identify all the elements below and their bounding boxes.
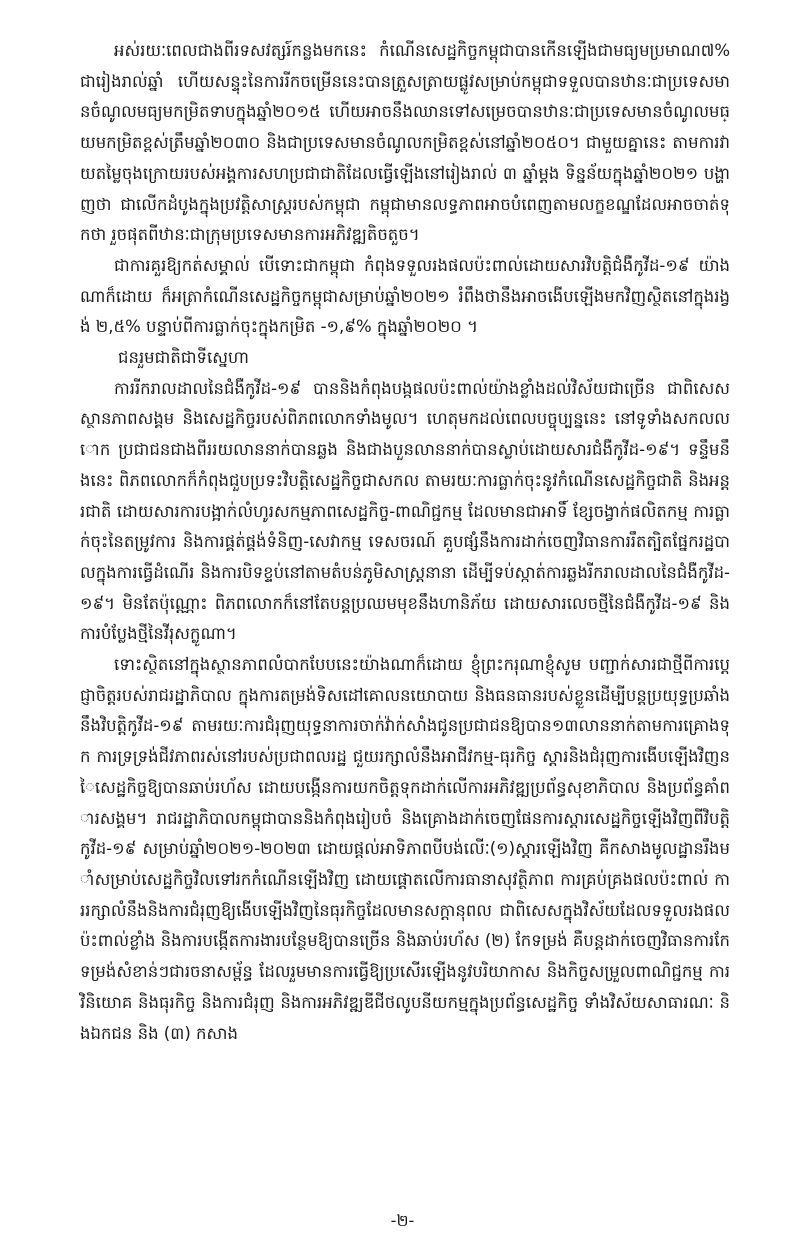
paragraph-economic-growth: អស់រយៈពេលជាងពីរទសវត្សរ៍កន្លងមកនេះ កំណើនសេដ្ឋកិច្ចកម្ពុជាបានកើនឡើងជាមធ្យមប្រមាណ៧% ជារៀងរាល់ឆ្នាំ ហើយសន្ទុះនៃការរីកចម្រើននេះបានត្រួសត្រាយផ្លូវសម្រាប់កម្ពុជាទទួលបានឋានៈជាប្រទេសមានចំណូលមធ្យមកម្រិតទាបក្នុងឆ្នាំ២០១៥ ហើយអាចនឹងឈានទៅសម្រេចបានឋានៈជាប្រទេសមានចំណូលមធ្យមកម្រិតខ្ពស់ត្រឹមឆ្នាំ២០៣០ និងជាប្រទេសមានចំណូលកម្រិតខ្ពស់នៅឆ្នាំ២០៥០។ ជាមួយគ្នានេះ តាមការវាយតម្លៃចុងក្រោយរបស់អង្គការសហប្រជាជាតិដែលធ្វើឡើងនៅរៀងរាល់ ៣ ឆ្នាំម្តង ទិន្នន័យក្នុងឆ្នាំ២០២១ បង្ហាញថា ជាលើកដំបូងក្នុងប្រវត្តិសាស្ត្ររបស់កម្ពុជា កម្ពុជាមានលទ្ធភាពអាចបំពេញតាមលក្ខខណ្ឌដែលអាចចាត់ទុកថា រួចផុតពីឋានៈជាក្រុមប្រទេសមានការអភិវឌ្ឍតិចតួច។ bbox=[80, 41, 730, 245]
paragraph-pandemic-global: ការរីករាលដាលនៃជំងឺកូវីដ-១៩ បាននិងកំពុងបង្កផលប៉ះពាល់យ៉ាងខ្លាំងដល់វិស័យជាច្រើន ជាពិសេសស្ថានភាពសង្គម និងសេដ្ឋកិច្ចរបស់ពិភពលោកទាំងមូល។ ហេតុមកដល់ពេលបច្ចុប្បន្ននេះ នៅទូទាំងសកលលោក ប្រជាជនជាងពីររយលាននាក់បានឆ្លង និងជាងបួនលាននាក់បានស្លាប់ដោយសារជំងឺកូវីដ-១៩។ ទន្ទឹមនឹងនេះ ពិភពលោកក៏កំពុងជួបប្រទះវិបត្តិសេដ្ឋកិច្ចជាសកល តាមរយៈការធ្លាក់ចុះនូវកំណើនសេដ្ឋកិច្ចជាតិ និងអន្តរជាតិ ដោយសារការបង្អាក់លំហូរសកម្មភាពសេដ្ឋកិច្ច-ពាណិជ្ជកម្ម ដែលមានជាអាទិ៍ ខ្សែចង្វាក់ផលិតកម្ម ការធ្លាក់ចុះនៃតម្រូវការ និងការផ្គត់ផ្គង់ទំនិញ-សេវាកម្ម ទេសចរណ៍ គួបផ្សំនឹងការដាក់ចេញវិធានការរឹតត្បិតផ្នែករដ្ឋបាលក្នុងការធ្វើដំណើរ និងការបិទខ្ទប់នៅតាមតំបន់ភូមិសាស្ត្រនានា ដើម្បីទប់ស្កាត់ការឆ្លងរីករាលដាលនៃជំងឺកូវីដ-១៩។ មិនតែប៉ុណ្ណោះ ពិភពលោកក៏នៅតែបន្តប្រឈមមុខនឹងហានិភ័យ ដោយសារលេចថ្មីនៃជំងឺកូវីដ-១៩ និងការបំប្លែងថ្មីនៃវីរុសក្លូណា។ bbox=[80, 378, 730, 644]
paragraph-government-response: ទោះស្ថិតនៅក្នុងស្ថានភាពលំបាកបែបនេះយ៉ាងណាក៏ដោយ ខ្ញុំព្រះករុណាខ្ញុំសូម បញ្ជាក់សារជាថ្មីពីការប្តេជ្ញាចិត្តរបស់រាជរដ្ឋាភិបាល ក្នុងការតម្រង់ទិសដៅគោលនយោបាយ និងធនធានរបស់ខ្លួនដើម្បីបន្តប្រយុទ្ធប្រឆាំងនឹងវិបត្តិកូវីដ-១៩ តាមរយៈការជំរុញយុទ្ធនាការចាក់វ៉ាក់សាំងជូនប្រជាជនឱ្យបាន១៣លាននាក់តាមការគ្រោងទុក ការទ្រទ្រង់ជីវភាពរស់នៅរបស់ប្រជាពលរដ្ឋ ជួយរក្សាលំនឹងអាជីវកម្ម-ធុរកិច្ច ស្តារនិងជំរុញការងើបឡើងវិញនៃសេដ្ឋកិច្ចឱ្យបានឆាប់រហ័ស ដោយបង្កើនការយកចិត្តទុកដាក់លើការអភិវឌ្ឍប្រព័ន្ធសុខាភិបាល និងប្រព័ន្ធគាំពារសង្គម។ រាជរដ្ឋាភិបាលកម្ពុជាបាននិងកំពុងរៀបចំ និងគ្រោងដាក់ចេញផែនការស្តារសេដ្ឋកិច្ចឡើងវិញពីវិបត្តិកូវីដ-១៩ សម្រាប់ឆ្នាំ២០២១-២០២៣ ដោយផ្តល់អាទិភាពបីបង់លើៈ(១)ស្តារឡើងវិញ គឺកសាងមូលដ្ឋានរឹងមាំសម្រាប់សេដ្ឋកិច្ចវិលទៅរកកំណើនឡើងវិញ ដោយផ្តោតលើការធានាសុវត្ថិភាព ការគ្រប់គ្រងផលប៉ះពាល់ ការរក្សាលំនឹងនិងការជំរុញឱ្យងើបឡើងវិញនៃធុរកិច្ចដែលមានសក្តានុពល ជាពិសេសក្នុងវិស័យដែលទទួលរងផលប៉ះពាល់ខ្លាំង និងការបង្កើតការងារបន្ថែមឱ្យបានច្រើន និងឆាប់រហ័ស (២) កែទម្រង់ គឺបន្តដាក់ចេញវិធានការកែទម្រង់សំខាន់ៗជារចនាសម្ព័ន្ធ ដែលរួមមានការធ្វើឱ្យប្រសើរឡើងនូវបរិយាកាស និងកិច្ចសម្រួលពាណិជ្ជកម្ម ការវិនិយោគ និងធុរកិច្ច និងការជំរុញ និងការអភិវឌ្ឍឌីជីថលូបនីយកម្មក្នុងប្រព័ន្ធសេដ្ឋកិច្ច ទាំងវិស័យសាធារណៈ និងឯកជន និង (៣) កសាង bbox=[80, 655, 730, 1043]
document-page bbox=[80, 36, 730, 1049]
page-number: -២- bbox=[390, 1211, 415, 1230]
section-heading-dear-compatriots: ជនរួមជាតិជាទីស្នេហា bbox=[118, 348, 249, 368]
paragraph-covid-impact-growth: ជាការគួរឱ្យកត់សម្គាល់ បើទោះជាកម្ពុជា កំពុងទទួលរងផលប៉ះពាល់ដោយសារវិបត្តិជំងឺកូវីដ-១៩ យ៉ាងណាក៏ដោយ ក៏អត្រាកំណើនសេដ្ឋកិច្ចកម្ពុជាសម្រាប់ឆ្នាំ២០២១ រំពឹងថានឹងអាចងើបឡើងមកវិញស្ថិតនៅក្នុងរង្វង់ ២,៥% បន្ទាប់ពីការធ្លាក់ចុះក្នុងកម្រិត -១,៩% ក្នុងឆ្នាំ២០២០ ។ bbox=[80, 255, 730, 337]
